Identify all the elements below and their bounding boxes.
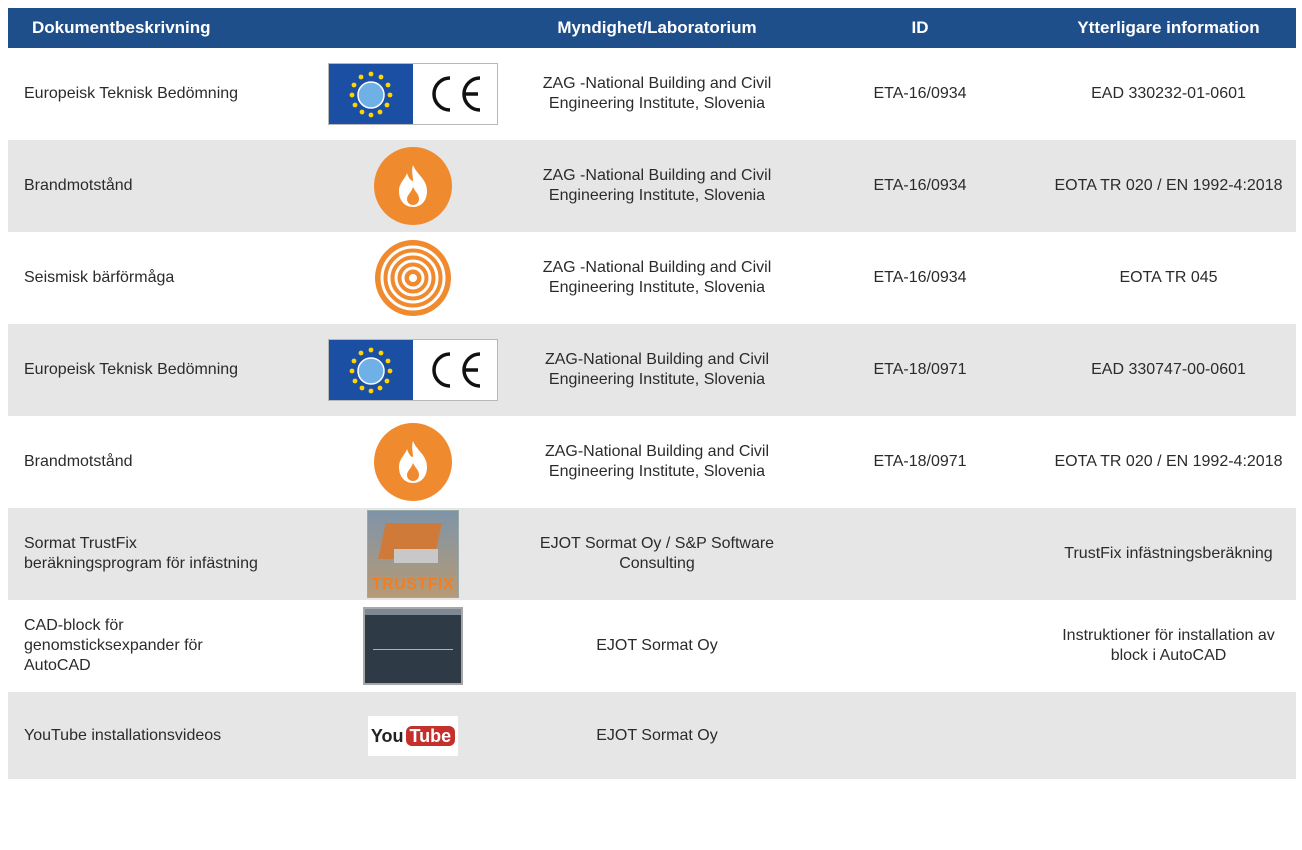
row-icon-cell [311, 239, 515, 317]
header-authority: Myndighet/Laboratorium [557, 18, 757, 37]
table-row [8, 232, 1296, 324]
row-authority: ZAG-National Building and Civil Engineering Institute, Slovenia [544, 443, 770, 480]
row-info[interactable]: EOTA TR 020 / EN 1992-4:2018 [1054, 453, 1283, 470]
table-header [8, 8, 1296, 48]
row-info[interactable]: TrustFix infästningsberäkning [1064, 545, 1273, 562]
row-icon-cell [311, 423, 515, 501]
row-icon-cell [311, 607, 515, 685]
table-row [8, 140, 1296, 232]
row-id: ETA-16/0934 [873, 177, 967, 194]
cad-drawing-line [373, 649, 453, 650]
header-id: ID [911, 18, 929, 37]
table-row [8, 508, 1296, 600]
trustfix-icon[interactable] [367, 510, 459, 598]
row-info[interactable]: EOTA TR 045 [1119, 269, 1218, 286]
row-id: ETA-16/0934 [873, 269, 967, 286]
row-icon-cell [311, 716, 515, 756]
fire-icon[interactable] [374, 147, 452, 225]
row-info[interactable]: EAD 330232-01-0601 [1091, 85, 1246, 102]
row-description: YouTube installationsvideos [24, 726, 222, 744]
eta-ce-icon[interactable] [328, 339, 498, 401]
row-authority: ZAG -National Building and Civil Engineering Institute, Slovenia [542, 75, 772, 112]
row-authority: ZAG -National Building and Civil Engineering Institute, Slovenia [542, 259, 772, 296]
trustfix-anchor-graphic [394, 549, 438, 563]
eta-star-icon [329, 64, 413, 124]
trustfix-logo-text: TRUSTFIX [371, 576, 455, 593]
ce-mark-icon [413, 340, 497, 400]
table-row [8, 600, 1296, 692]
cad-toolbar-graphic [365, 609, 461, 615]
row-icon-cell [311, 339, 515, 401]
row-id: ETA-18/0971 [873, 361, 967, 378]
row-info[interactable]: Instruktioner för installation av block i AutoCAD [1062, 627, 1275, 664]
header-description: Dokumentbeskrivning [32, 18, 211, 37]
seismic-icon[interactable] [374, 239, 452, 317]
row-description: Brandmotstånd [24, 453, 133, 470]
table-row [8, 692, 1296, 779]
row-description: Seismisk bärförmåga [24, 269, 175, 286]
header-info: Ytterligare information [1077, 18, 1260, 37]
youtube-icon[interactable] [368, 716, 458, 756]
cad-icon[interactable] [363, 607, 463, 685]
table-row [8, 416, 1296, 508]
eta-star-icon [329, 340, 413, 400]
row-authority: EJOT Sormat Oy [596, 726, 718, 744]
row-description: Europeisk Teknisk Bedömning [24, 85, 239, 102]
youtube-you-text: You [370, 725, 404, 746]
row-icon-cell [311, 63, 515, 125]
document-table [8, 8, 1296, 779]
fire-icon[interactable] [374, 423, 452, 501]
row-info[interactable]: EAD 330747-00-0601 [1091, 361, 1246, 378]
row-authority: EJOT Sormat Oy / S&P Software Consulting [539, 535, 775, 572]
row-description: Brandmotstånd [24, 177, 133, 194]
row-authority: ZAG-National Building and Civil Engineering Institute, Slovenia [544, 351, 770, 388]
row-authority: ZAG -National Building and Civil Engineering Institute, Slovenia [542, 167, 772, 204]
row-description: CAD-block för genomsticksexpander för AutoCAD [24, 617, 203, 674]
row-authority: EJOT Sormat Oy [596, 637, 718, 654]
ce-mark-icon [413, 64, 497, 124]
row-description: Sormat TrustFix beräkningsprogram för infästning [24, 535, 258, 572]
row-icon-cell [311, 147, 515, 225]
row-id: ETA-16/0934 [873, 85, 967, 102]
row-info[interactable]: EOTA TR 020 / EN 1992-4:2018 [1054, 177, 1283, 194]
row-icon-cell [311, 510, 515, 598]
row-id: ETA-18/0971 [873, 453, 967, 470]
table-row [8, 48, 1296, 140]
table-row [8, 324, 1296, 416]
row-description: Europeisk Teknisk Bedömning [24, 361, 239, 378]
eta-ce-icon[interactable] [328, 63, 498, 125]
youtube-tube-text: Tube [406, 726, 456, 746]
